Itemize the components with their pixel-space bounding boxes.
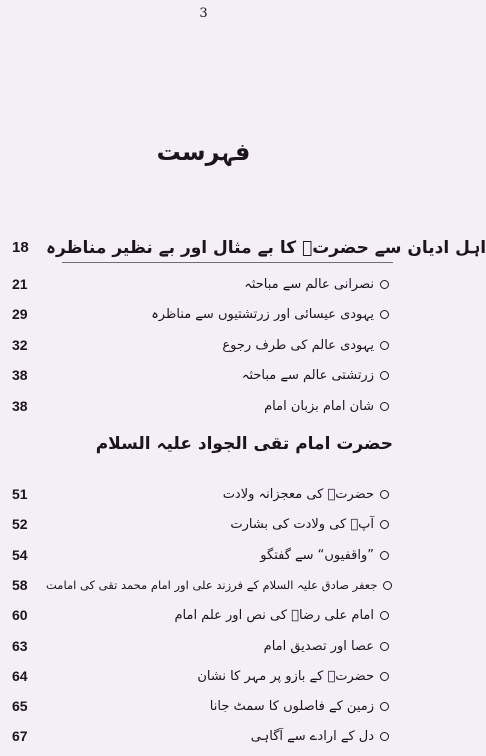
bullet-circle-icon bbox=[380, 611, 389, 620]
entry-page-number: 29 bbox=[12, 306, 28, 322]
bullet-circle-icon bbox=[380, 732, 389, 741]
toc-entry[interactable] bbox=[12, 724, 389, 748]
entry-page-number: 67 bbox=[12, 728, 28, 744]
section-heading-text: حضرت امام تقی الجواد علیہ السلام bbox=[95, 433, 393, 454]
toc-entry[interactable] bbox=[12, 603, 389, 627]
entry-title: آپؑ کی ولادت کی بشارت bbox=[230, 516, 374, 532]
toc-entry[interactable] bbox=[12, 694, 389, 718]
entry-page-number: 60 bbox=[12, 607, 28, 623]
toc-entry[interactable] bbox=[12, 573, 389, 597]
bullet-circle-icon bbox=[380, 310, 389, 319]
entry-title: حضرتؑ کی معجزانہ ولادت bbox=[222, 486, 374, 502]
toc-entry[interactable] bbox=[12, 634, 389, 658]
toc-entry[interactable] bbox=[12, 272, 389, 296]
entry-title: یہودی عیسائی اور زرتشتیوں سے مناظرہ bbox=[151, 306, 374, 322]
entry-title: زرتشتی عالم سے مباحثہ bbox=[241, 367, 374, 383]
toc-section-heading[interactable] bbox=[12, 428, 393, 458]
bullet-circle-icon bbox=[380, 280, 389, 289]
entry-title: ”واقفیوں“ سے گفتگو bbox=[260, 547, 374, 563]
entry-page-number: 58 bbox=[12, 577, 28, 593]
page-number: 3 bbox=[199, 6, 208, 21]
entry-title: نصرانی عالم سے مباحثہ bbox=[244, 276, 374, 292]
toc-entry[interactable] bbox=[12, 394, 389, 418]
bullet-circle-icon bbox=[380, 371, 389, 380]
toc-entry[interactable] bbox=[12, 664, 389, 688]
heading-underline bbox=[62, 262, 393, 263]
entry-page-number: 65 bbox=[12, 698, 28, 714]
entry-page-number: 51 bbox=[12, 486, 28, 502]
entry-page-number: 32 bbox=[12, 337, 28, 353]
entry-title: زمین کے فاصلوں کا سمٹ جانا bbox=[209, 698, 374, 714]
section-page-number: 18 bbox=[12, 238, 29, 256]
entry-title: شان امام بزبان امام bbox=[264, 398, 374, 414]
entry-page-number: 38 bbox=[12, 398, 28, 414]
toc-entry[interactable] bbox=[12, 543, 389, 567]
entry-title: امام علی رضاؑ کی نص اور علم امام bbox=[174, 607, 374, 623]
bullet-circle-icon bbox=[383, 581, 392, 590]
bullet-circle-icon bbox=[380, 551, 389, 560]
entry-title: جعفر صادق علیہ السلام کے فرزند علی اور امام محمد تقی کی امامت bbox=[46, 578, 378, 592]
entry-page-number: 21 bbox=[12, 276, 28, 292]
entry-title: دل کے ارادے سے آگاہی bbox=[250, 728, 374, 744]
entry-title: حضرتؑ کے بازو پر مہر کا نشان bbox=[197, 668, 374, 684]
entry-page-number: 64 bbox=[12, 668, 28, 684]
entry-page-number: 38 bbox=[12, 367, 28, 383]
bullet-circle-icon bbox=[380, 672, 389, 681]
toc-entry[interactable] bbox=[12, 333, 389, 357]
entry-page-number: 63 bbox=[12, 638, 28, 654]
toc-section-heading[interactable] bbox=[12, 232, 486, 262]
toc-entry[interactable] bbox=[12, 512, 389, 536]
entry-title: عصا اور تصدیق امام bbox=[263, 638, 374, 654]
entry-page-number: 54 bbox=[12, 547, 28, 563]
page-title: فہرست bbox=[156, 138, 251, 166]
entry-page-number: 52 bbox=[12, 516, 28, 532]
bullet-circle-icon bbox=[380, 702, 389, 711]
bullet-circle-icon bbox=[380, 642, 389, 651]
section-heading-text: اہل ادیان سے حضرتؑ کا بے مثال اور بے نظیر مناظرہ bbox=[46, 237, 486, 258]
bullet-circle-icon bbox=[380, 490, 389, 499]
bullet-circle-icon bbox=[380, 520, 389, 529]
toc-entry[interactable] bbox=[12, 363, 389, 387]
bullet-circle-icon bbox=[380, 341, 389, 350]
entry-title: یہودی عالم کی طرف رجوع bbox=[222, 337, 374, 353]
bullet-circle-icon bbox=[380, 402, 389, 411]
toc-entry[interactable] bbox=[12, 302, 389, 326]
toc-entry[interactable] bbox=[12, 482, 389, 506]
